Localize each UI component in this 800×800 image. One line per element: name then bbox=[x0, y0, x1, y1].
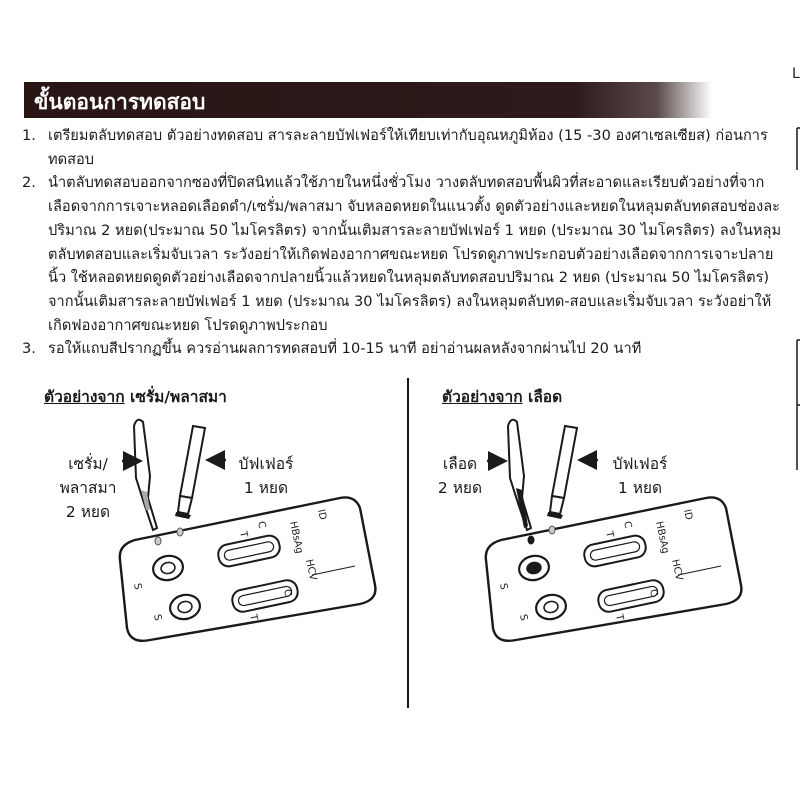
left-panel-title: ตัวอย่างจาก เซรั่ม/พลาสมา bbox=[44, 388, 227, 406]
right-buffer-label: บัฟเฟอร์ 1 หยด bbox=[612, 455, 668, 497]
left-c-label-1: C bbox=[255, 520, 268, 530]
left-buffer-bottle bbox=[175, 426, 205, 536]
right-id-label: ID bbox=[681, 508, 695, 522]
left-c-label-2: C bbox=[281, 588, 294, 598]
right-c-label-1: C bbox=[621, 520, 634, 530]
section-title: ขั้นตอนการทดสอบ bbox=[34, 90, 206, 114]
left-cassette bbox=[120, 497, 376, 640]
left-t-label-2: T bbox=[247, 613, 260, 622]
left-buffer-label: บัฟเฟอร์ 1 หยด bbox=[238, 455, 294, 497]
right-hcv-label: HCV bbox=[669, 558, 685, 582]
right-hbsag-label: HBsAg bbox=[653, 520, 671, 555]
right-sample-label: เลือด 2 หยด bbox=[437, 455, 483, 497]
left-well-label-1: S bbox=[131, 582, 144, 591]
right-well-label-1: S bbox=[497, 582, 510, 591]
left-sample-label: เซรั่ม/ พลาสมา 2 หยด bbox=[59, 455, 117, 521]
left-hcv-label: HCV bbox=[303, 558, 319, 582]
step-1-text: เตรียมตลับทดสอบ ตัวอย่างทดสอบ สารละลายบัฟเฟอร์ให้เทียบเท่ากับอุณหภูมิห้อง (15 -30 องศาเซลเซียส) ก่อนการทดสอบ bbox=[48, 127, 768, 168]
step-2: 2. นำตลับทดสอบออกจากซองที่ปิดสนิทแล้วใช้ภายในหนึ่งชั่วโมง วางตลับทดสอบพื้นผิวที่สะอาดและเรียบตัวอย่างที่จากเลือดจากการเจาะหลอดเลือดดำ/เซรั่ม/พลาสมา จับหลอดหยดในแนวตั้ง ดูดตัวอย่างและหยดในหลุมตลับทดสอบช่องละปริมาณ 2 หยด(ประมาณ 50 ไมโครลิตร) จากนั้นเติมสารละลายบัฟเฟอร์ 1 หยด (ประมาณ 30 ไมโครลิตร) ลงในหลุมตลับทดสอบและเริ่มจับเวลา ระวังอย่าให้เกิดฟองอากาศขณะหยด โปรดดูภาพประกอบตัวอย่างเลือดจากการเจาะปลายนิ้ว ใช้หลอดหยดดูดตัวอย่างเลือดจากปลายนิ้วแล้วหยดในหลุมตลับทดสอบปริมาณ 2 หยด (ประมาณ 50 ไมโครลิตร) จากนั้นเติมสารละลายบัฟเฟอร์ 1 หยด (ประมาณ 30 ไมโครลิตร) ลงในหลุมตลับทด-สอบและเริ่มจับเวลา ระวังอย่าให้เกิดฟองอากาศขณะหยด โปรดดูภาพประกอบ bbox=[22, 174, 782, 334]
cropped-edge-mark: L bbox=[792, 66, 800, 82]
step-3-text: รอให้แถบสีปรากฏขึ้น ควรอ่านผลการทดสอบที่ 10-15 นาที อย่าอ่านผลหลังจากผ่านไป 20 นาที bbox=[48, 340, 642, 358]
left-hbsag-label: HBsAg bbox=[287, 520, 305, 555]
right-t-label-1: T bbox=[603, 530, 616, 539]
right-buffer-bottle bbox=[547, 426, 577, 534]
right-panel-title: ตัวอย่างจาก เลือด bbox=[442, 388, 563, 406]
left-well-label-2: S bbox=[151, 613, 164, 622]
step-2-text: นำตลับทดสอบออกจากซองที่ปิดสนิทแล้วใช้ภายในหนึ่งชั่วโมง วางตลับทดสอบพื้นผิวที่สะอาดและเรียบตัวอย่างที่จากเลือดจากการเจาะหลอดเลือดดำ/เซรั่ม/พลาสมา จับหลอดหยดในแนวตั้ง ดูดตัวอย่างและหยดในหลุมตลับทดสอบช่องละปริมาณ 2 หยด(ประมาณ 50 ไมโครลิตร) จากนั้นเติมสารละลายบัฟเฟอร์ 1 หยด (ประมาณ 30 ไมโครลิตร) ลงในหลุมตลับทดสอบและเริ่มจับเวลา ระวังอย่าให้เกิดฟองอากาศขณะหยด โปรดดูภาพประกอบตัวอย่างเลือดจากการเจาะปลายนิ้ว ใช้หลอดหยดดูดตัวอย่างเลือดจากปลายนิ้วแล้วหยดในหลุมตลับทดสอบปริมาณ 2 หยด (ประมาณ 50 ไมโครลิตร) จากนั้นเติมสารละลายบัฟเฟอร์ 1 หยด (ประมาณ 30 ไมโครลิตร) ลงในหลุมตลับทด-สอบและเริ่มจับเวลา ระวังอย่าให้เกิดฟองอากาศขณะหยด โปรดดูภาพประกอบ bbox=[48, 174, 782, 334]
step-1: 1. เตรียมตลับทดสอบ ตัวอย่างทดสอบ สารละลายบัฟเฟอร์ให้เทียบเท่ากับอุณหภูมิห้อง (15 -30 องศาเซลเซียส) ก่อนการทดสอบ bbox=[22, 127, 768, 168]
step-3: 3. รอให้แถบสีปรากฏขึ้น ควรอ่านผลการทดสอบที่ 10-15 นาที อย่าอ่านผลหลังจากผ่านไป 20 นาที bbox=[22, 340, 642, 358]
left-id-label: ID bbox=[315, 508, 329, 522]
right-c-label-2: C bbox=[647, 588, 660, 598]
left-dropper bbox=[134, 420, 161, 545]
left-t-label-1: T bbox=[237, 530, 250, 539]
right-well-label-2: S bbox=[517, 613, 530, 622]
right-t-label-2: T bbox=[613, 613, 626, 622]
right-dropper bbox=[508, 420, 535, 545]
